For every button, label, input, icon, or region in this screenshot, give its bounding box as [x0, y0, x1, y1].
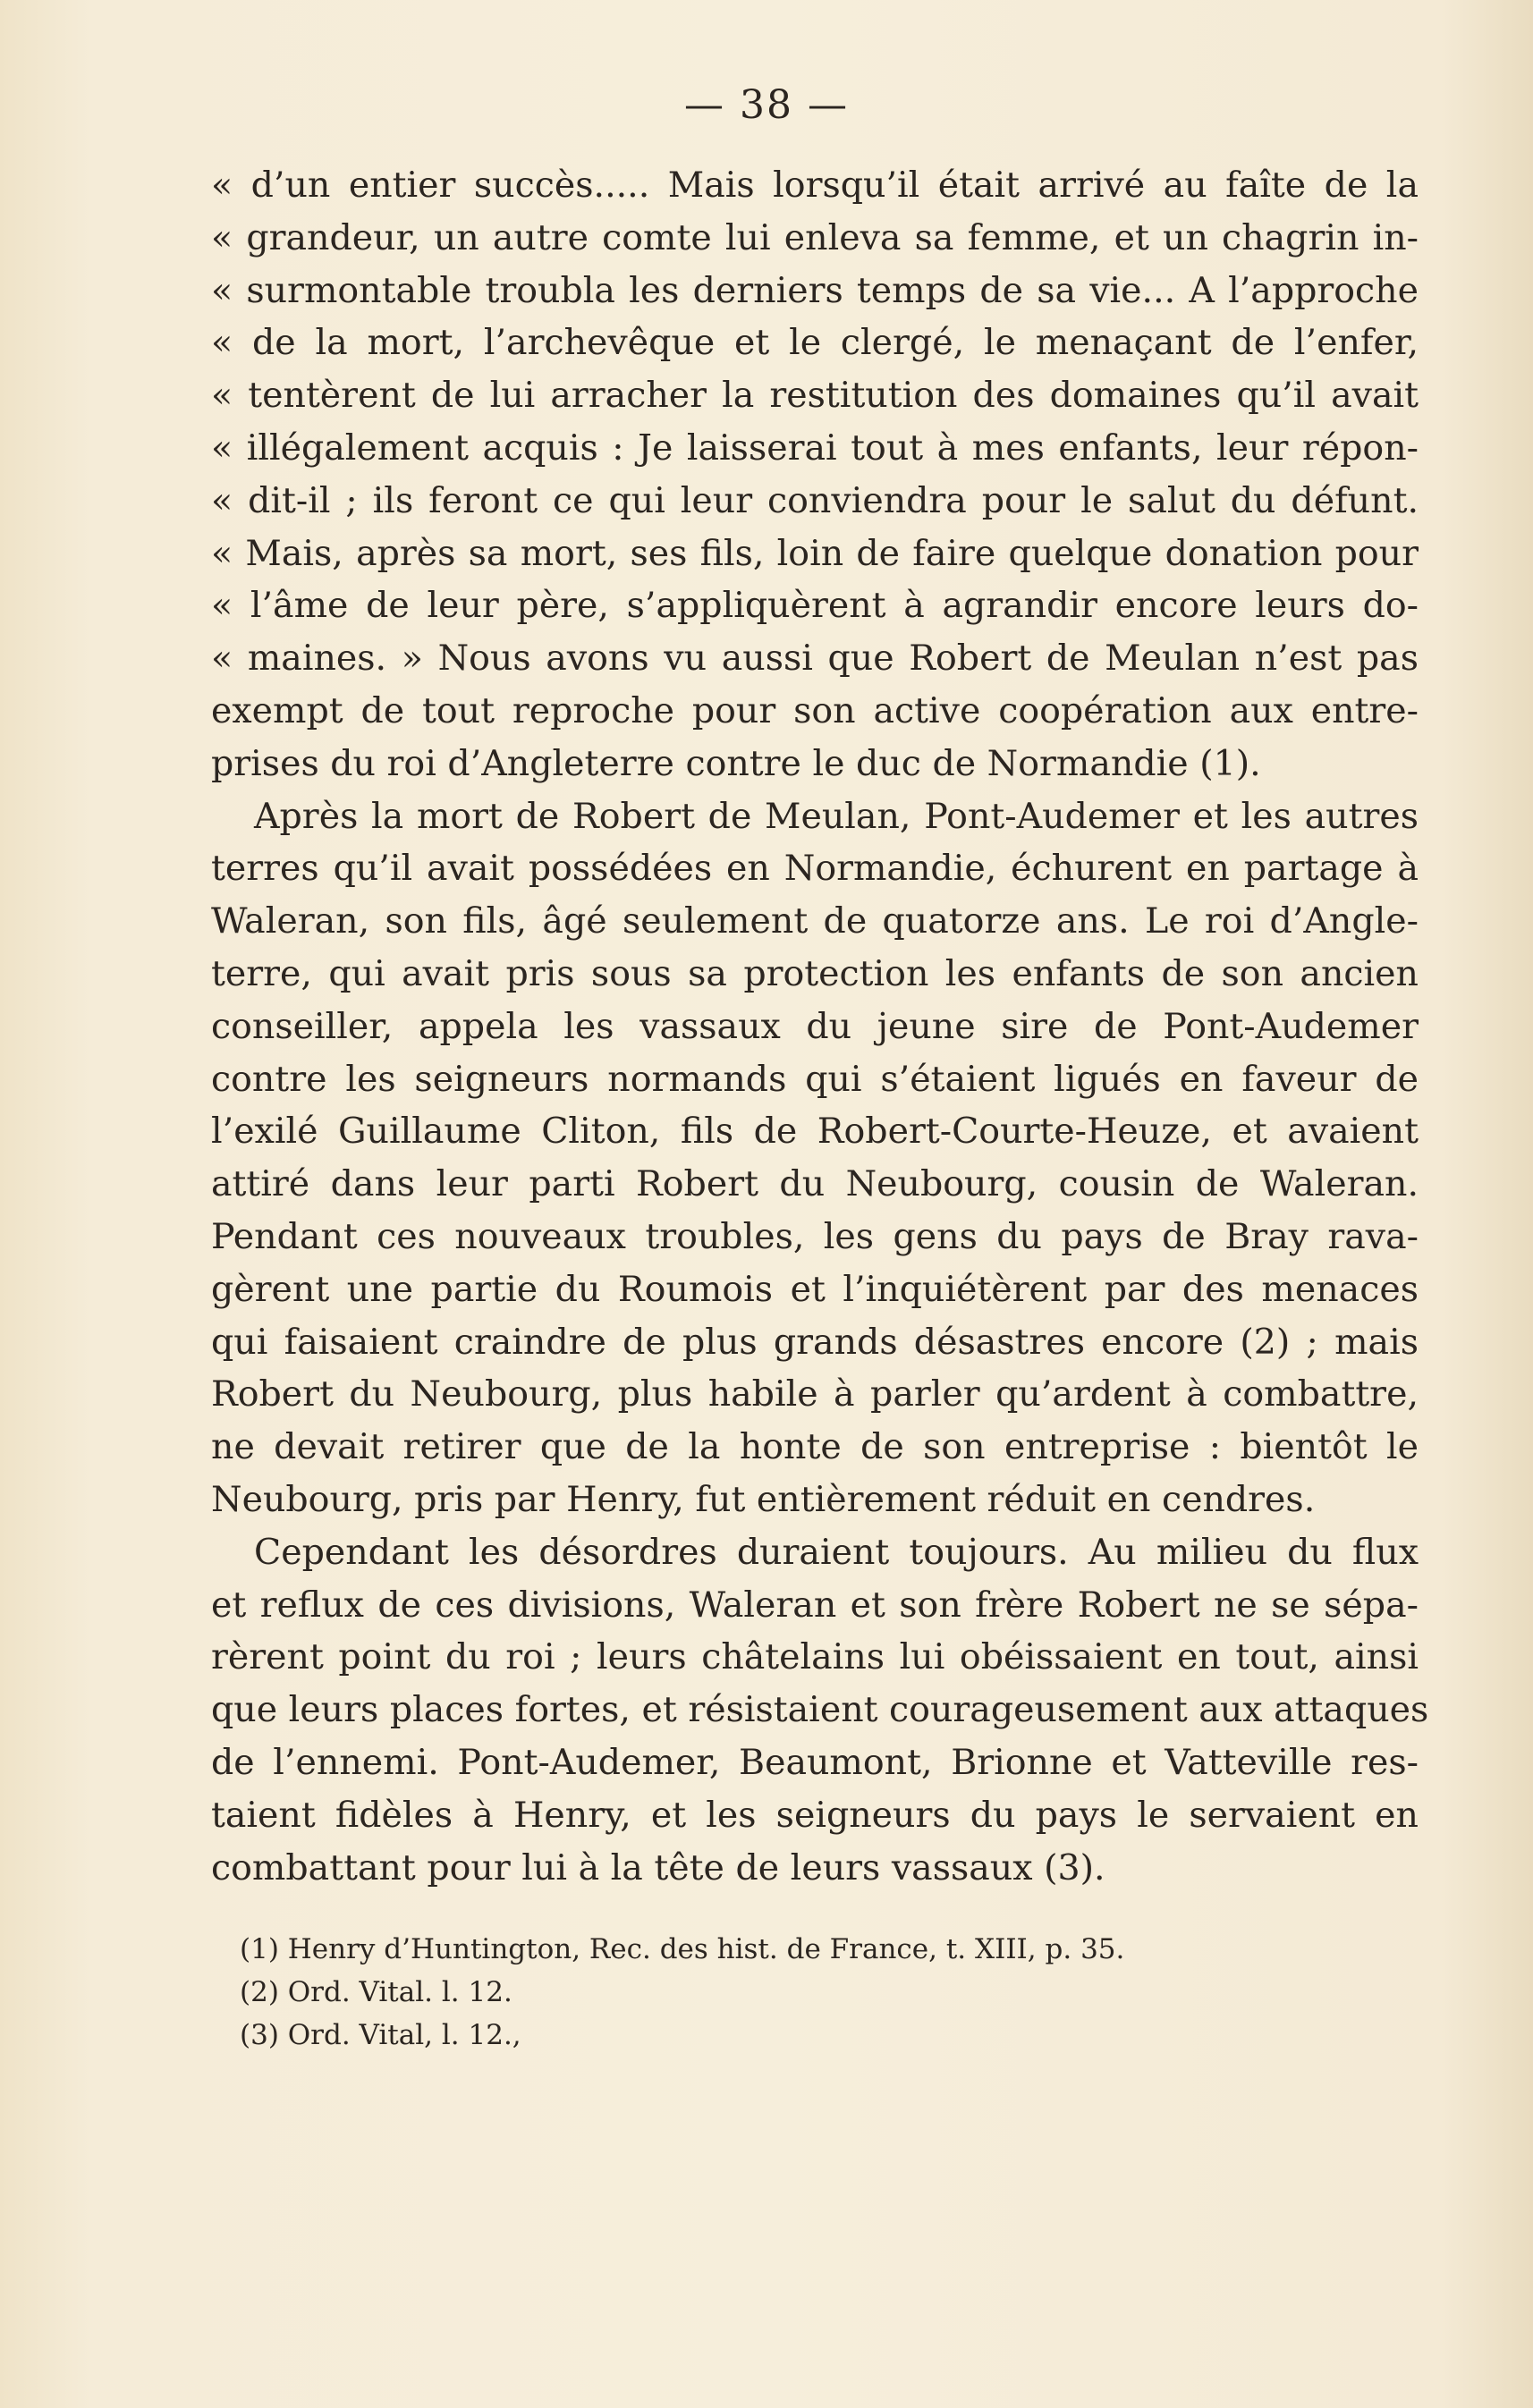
text-line: Robert du Neubourg, plus habile à parler qu’ardent à combattre, [211, 1373, 1419, 1415]
footnote-1: (1) Henry d’Huntington, Rec. des hist. de France, t. XIII, p. 35. [240, 1933, 1125, 1965]
text-line: « de la mort, l’archevêque et le clergé, le menaçant de l’enfer, [211, 322, 1419, 364]
text-line: « maines. » Nous avons vu aussi que Robert de Meulan n’est pas [211, 638, 1419, 680]
text-line: « surmontable troubla les derniers temps de sa vie... A l’approche [211, 269, 1419, 311]
text-line: ne devait retirer que de la honte de son entreprise : bientôt le [211, 1426, 1419, 1468]
text-line: « tentèrent de lui arracher la restitution des domaines qu’il avait [211, 375, 1419, 417]
text-line: terre, qui avait pris sous sa protection les enfants de son ancien [211, 952, 1419, 994]
text-line: « Mais, après sa mort, ses fils, loin de faire quelque donation pour [211, 532, 1419, 574]
text-line: terres qu’il avait possédées en Normandie, échurent en partage à [211, 848, 1419, 890]
body-text [211, 159, 1429, 1894]
text-line: rèrent point du roi ; leurs châtelains lui obéissaient en tout, ainsi [211, 1636, 1419, 1678]
text-line: exempt de tout reproche pour son active coopération aux entre- [211, 689, 1419, 731]
text-line: « l’âme de leur père, s’appliquèrent à agrandir encore leurs do- [211, 585, 1419, 627]
footnote-2: (2) Ord. Vital. l. 12. [240, 1976, 512, 2008]
footnotes [240, 1928, 1402, 2057]
text-line: Neubourg, pris par Henry, fut entièrement réduit en cendres. [211, 1478, 1316, 1520]
text-line: contre les seigneurs normands qui s’étaient ligués en faveur de [211, 1058, 1419, 1100]
text-line: « illégalement acquis : Je laisserai tout à mes enfants, leur répon- [211, 427, 1419, 469]
text-line: prises du roi d’Angleterre contre le duc de Normandie (1). [211, 742, 1261, 784]
text-line: Cependant les désordres duraient toujours. Au milieu du flux [254, 1531, 1419, 1573]
text-line: et reflux de ces divisions, Waleran et son frère Robert ne se sépa- [211, 1584, 1419, 1626]
text-line: « dit-il ; ils feront ce qui leur conviendra pour le salut du défunt. [211, 479, 1419, 521]
text-line: Waleran, son fils, âgé seulement de quatorze ans. Le roi d’Angle- [211, 900, 1419, 942]
text-line: Pendant ces nouveaux troubles, les gens du pays de Bray rava- [211, 1215, 1419, 1257]
text-line: que leurs places fortes, et résistaient courageusement aux attaques [211, 1689, 1429, 1731]
text-line: combattant pour lui à la tête de leurs vassaux (3). [211, 1846, 1105, 1888]
text-line: « grandeur, un autre comte lui enleva sa femme, et un chagrin in- [211, 216, 1419, 258]
text-line: qui faisaient craindre de plus grands désastres encore (2) ; mais [211, 1321, 1419, 1363]
text-line: de l’ennemi. Pont-Audemer, Beaumont, Brionne et Vatteville res- [211, 1741, 1419, 1783]
text-line: gèrent une partie du Roumois et l’inquiétèrent par des menaces [211, 1268, 1419, 1310]
text-line: attiré dans leur parti Robert du Neubourg, cousin de Waleran. [211, 1163, 1419, 1205]
page-number: — 38 — [684, 82, 849, 128]
footnote-3: (3) Ord. Vital, l. 12., [240, 2019, 521, 2051]
text-line: taient fidèles à Henry, et les seigneurs du pays le servaient en [211, 1794, 1419, 1836]
text-line: conseiller, appela les vassaux du jeune sire de Pont-Audemer [211, 1005, 1419, 1047]
text-line: Après la mort de Robert de Meulan, Pont-Audemer et les autres [254, 795, 1419, 837]
text-line: « d’un entier succès..... Mais lorsqu’il était arrivé au faîte de la [211, 165, 1419, 206]
text-line: l’exilé Guillaume Cliton, fils de Robert-Courte-Heuze, et avaient [211, 1111, 1419, 1153]
